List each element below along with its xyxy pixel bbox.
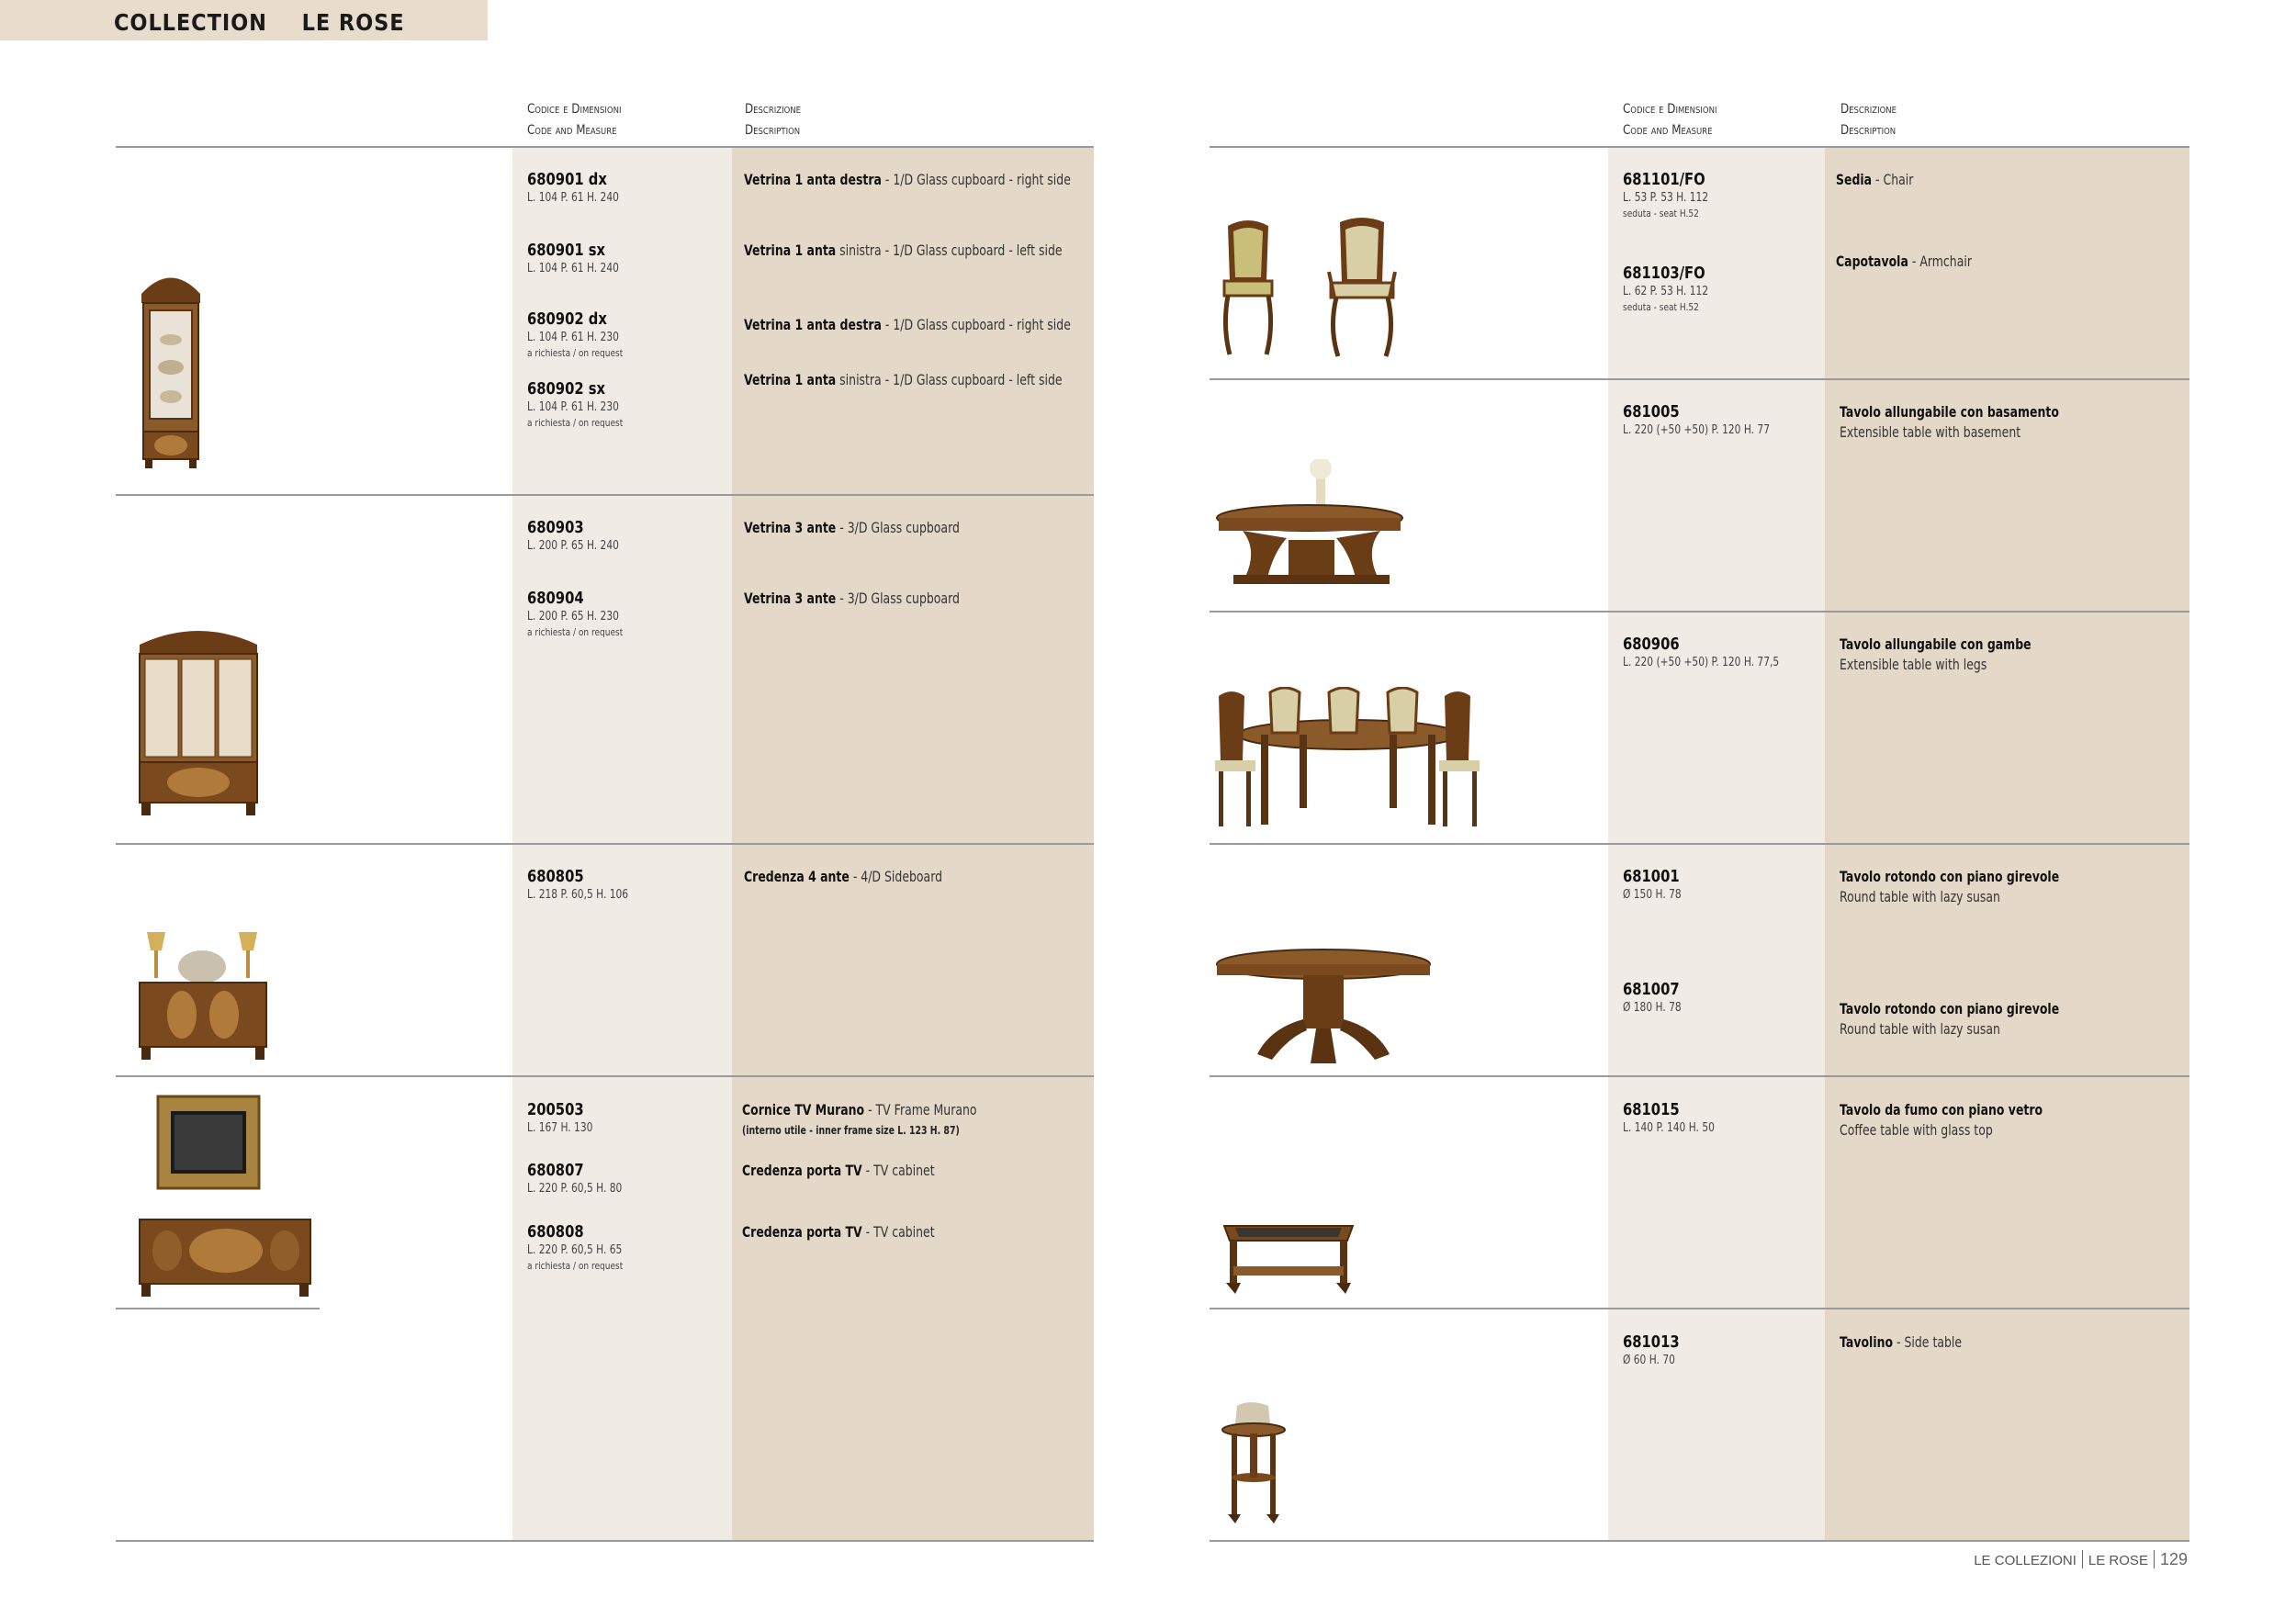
desc-header-it: Descrizione	[1840, 102, 1897, 117]
product-681101fo	[1623, 170, 1708, 221]
product-681001	[1623, 867, 1682, 904]
product-680807	[527, 1161, 622, 1197]
product-description	[1840, 402, 2059, 443]
left-page	[116, 0, 1094, 1552]
footer-divider	[2082, 1550, 2083, 1568]
desc-it: Vetrina 1 anta destra	[744, 171, 882, 188]
row-divider	[1210, 843, 2189, 845]
product-code: 680901 sx	[527, 241, 606, 260]
code-header-en: Code and Measure	[1623, 123, 1713, 138]
desc-en: sinistra - 1/D Glass cupboard - left side	[836, 242, 1063, 259]
row-divider	[1210, 611, 2189, 612]
desc-it: Tavolo rotondo con piano girevole	[1840, 1000, 2060, 1017]
desc-en: - 1/D Glass cupboard - right side	[881, 316, 1071, 333]
product-code: 680807	[527, 1161, 584, 1180]
desc-en: Extensible table with basement	[1840, 423, 2021, 441]
product-680901dx	[527, 170, 619, 207]
desc-it: Sedia	[1836, 171, 1873, 188]
product-measure: L. 200 P. 65 H. 240	[527, 539, 619, 553]
product-measure: Ø 150 H. 78	[1623, 888, 1682, 902]
description-column-header	[745, 99, 801, 141]
product-description	[1840, 999, 2059, 1039]
product-code: 200503	[527, 1100, 584, 1119]
product-note: seduta - seat H.52	[1623, 301, 1699, 313]
code-header-it: Codice e Dimensioni	[1623, 102, 1717, 117]
product-680808	[527, 1222, 623, 1274]
desc-it: Cornice TV Murano	[742, 1101, 865, 1118]
product-image-glass-cupboard-3d	[134, 624, 263, 822]
product-measure: L. 220 P. 60,5 H. 80	[527, 1182, 623, 1196]
product-681013	[1623, 1332, 1680, 1369]
desc-en: - 3/D Glass cupboard	[836, 590, 960, 607]
page-footer	[1974, 1550, 2188, 1569]
desc-en: Coffee table with glass top	[1840, 1121, 1993, 1139]
product-image-tv-frame-cabinet	[134, 1093, 318, 1309]
product-680805	[527, 867, 628, 904]
right-page	[1210, 0, 2189, 1552]
product-image-round-table	[1215, 946, 1435, 1072]
product-note: a richiesta / on request	[527, 626, 624, 638]
desc-it: Vetrina 1 anta destra	[744, 316, 882, 333]
product-description	[744, 315, 1071, 335]
product-measure: L. 104 P. 61 H. 240	[527, 191, 619, 205]
product-description	[744, 170, 1071, 190]
code-header-it: Codice e Dimensioni	[527, 102, 622, 117]
desc-en: - Armchair	[1908, 253, 1972, 270]
footer-collections: LE COLLEZIONI	[1974, 1553, 2077, 1568]
product-measure: L. 62 P. 53 H. 112	[1623, 285, 1709, 298]
product-description	[742, 1222, 935, 1242]
product-description	[744, 518, 960, 538]
product-680903	[527, 518, 619, 555]
product-681103fo	[1623, 264, 1708, 315]
page-number: 129	[2159, 1550, 2188, 1568]
code-column-header	[1623, 99, 1716, 141]
product-note: a richiesta / on request	[527, 417, 624, 429]
desc-it: Tavolo allungabile con basamento	[1840, 403, 2059, 421]
product-note: a richiesta / on request	[527, 347, 624, 359]
product-description	[1840, 1100, 2043, 1141]
product-measure: L. 104 P. 61 H. 240	[527, 262, 619, 275]
product-image-side-table	[1219, 1400, 1292, 1529]
desc-en: - 3/D Glass cupboard	[836, 519, 960, 536]
desc-it: Credenza porta TV	[742, 1162, 862, 1179]
product-measure: L. 167 H. 130	[527, 1121, 593, 1135]
product-measure: L. 140 P. 140 H. 50	[1623, 1121, 1715, 1135]
desc-it: Vetrina 3 ante	[744, 519, 837, 536]
product-680906	[1623, 635, 1779, 671]
desc-en: sinistra - 1/D Glass cupboard - left side	[836, 371, 1063, 388]
product-code: 681007	[1623, 980, 1680, 999]
product-image-glass-cupboard-1d	[134, 266, 208, 473]
product-code: 680902 dx	[527, 309, 607, 329]
product-description	[742, 1100, 977, 1141]
desc-it: Credenza porta TV	[742, 1223, 862, 1241]
product-measure: Ø 180 H. 78	[1623, 1001, 1682, 1015]
product-code: 681005	[1623, 402, 1680, 421]
product-description	[744, 370, 1063, 390]
product-code: 681001	[1623, 867, 1680, 886]
desc-en: - Side table	[1893, 1333, 1963, 1351]
product-image-sideboard	[134, 914, 272, 1070]
product-code: 680904	[527, 589, 584, 608]
desc-en: Extensible table with legs	[1840, 656, 1987, 673]
product-measure: L. 218 P. 60,5 H. 106	[527, 888, 629, 902]
desc-en: - 4/D Sideboard	[849, 868, 943, 885]
product-image-table-with-chairs	[1215, 687, 1481, 838]
desc-en: - 1/D Glass cupboard - right side	[881, 171, 1071, 188]
desc-header-en: Description	[745, 123, 801, 138]
product-description	[1840, 867, 2059, 907]
desc-en: Round table with lazy susan	[1840, 1020, 2000, 1038]
product-note: a richiesta / on request	[527, 1260, 624, 1272]
desc-it: Tavolino	[1840, 1333, 1894, 1351]
product-description	[1840, 635, 2032, 675]
row-divider	[1210, 1075, 2189, 1077]
row-divider	[1210, 146, 2189, 148]
product-680904	[527, 589, 623, 640]
desc-header-it: Descrizione	[745, 102, 802, 117]
desc-it: Tavolo allungabile con gambe	[1840, 635, 2032, 653]
product-200503	[527, 1100, 592, 1137]
product-code: 681101/FO	[1623, 170, 1705, 189]
row-divider	[1210, 1308, 2189, 1309]
product-code: 680805	[527, 867, 584, 886]
product-code: 681013	[1623, 1332, 1680, 1352]
collection-label: COLLECTION	[114, 9, 267, 36]
footer-collection-name: LE ROSE	[2088, 1553, 2148, 1568]
desc-sub: (interno utile - inner frame size L. 123 H. 87)	[742, 1124, 960, 1137]
desc-en: - TV cabinet	[861, 1223, 935, 1241]
description-column-header	[1840, 99, 1896, 141]
product-image-coffee-table	[1215, 1217, 1362, 1299]
desc-it: Tavolo rotondo con piano girevole	[1840, 868, 2060, 885]
row-divider	[116, 494, 1094, 496]
product-description	[742, 1161, 935, 1181]
row-divider	[116, 1540, 1094, 1542]
product-description	[1840, 1332, 1962, 1353]
product-681005	[1623, 402, 1770, 439]
product-681015	[1623, 1100, 1715, 1137]
product-code: 680903	[527, 518, 584, 537]
product-measure: L. 104 P. 61 H. 230	[527, 400, 619, 414]
desc-en: Round table with lazy susan	[1840, 888, 2000, 905]
product-description	[1836, 170, 1913, 190]
product-code: 680808	[527, 1222, 584, 1242]
desc-it: Vetrina 3 ante	[744, 590, 837, 607]
product-description	[744, 241, 1063, 261]
product-680901sx	[527, 241, 619, 277]
product-measure: L. 220 (+50 +50) P. 120 H. 77	[1623, 423, 1770, 437]
product-code: 680901 dx	[527, 170, 607, 189]
product-measure: Ø 60 H. 70	[1623, 1354, 1675, 1367]
product-image-chairs	[1215, 217, 1417, 364]
desc-en: - Chair	[1872, 171, 1914, 188]
product-measure: L. 220 P. 60,5 H. 65	[527, 1243, 623, 1257]
product-measure: L. 104 P. 61 H. 230	[527, 331, 619, 344]
desc-it: Capotavola	[1836, 253, 1908, 270]
product-code: 681015	[1623, 1100, 1680, 1119]
product-680902dx	[527, 309, 623, 361]
product-description	[1836, 252, 1972, 272]
product-description	[744, 589, 960, 609]
product-note: seduta - seat H.52	[1623, 208, 1699, 219]
code-column-header	[527, 99, 621, 141]
product-measure: L. 53 P. 53 H. 112	[1623, 191, 1709, 205]
desc-it: Vetrina 1 anta	[744, 371, 837, 388]
footer-divider	[2154, 1550, 2155, 1568]
product-680902sx	[527, 379, 623, 431]
row-divider	[116, 843, 1094, 845]
desc-it: Vetrina 1 anta	[744, 242, 837, 259]
product-code: 681103/FO	[1623, 264, 1705, 283]
desc-header-en: Description	[1840, 123, 1896, 138]
product-measure: L. 220 (+50 +50) P. 120 H. 77,5	[1623, 656, 1780, 669]
desc-it: Credenza 4 ante	[744, 868, 850, 885]
product-681007	[1623, 980, 1682, 1017]
desc-en: - TV cabinet	[861, 1162, 935, 1179]
row-divider	[116, 1075, 1094, 1077]
code-header-en: Code and Measure	[527, 123, 617, 138]
desc-it: Tavolo da fumo con piano vetro	[1840, 1101, 2043, 1118]
product-measure: L. 200 P. 65 H. 230	[527, 610, 619, 624]
row-divider	[1210, 378, 2189, 380]
row-divider	[116, 146, 1094, 148]
product-code: 680902 sx	[527, 379, 606, 399]
row-divider	[1210, 1540, 2189, 1542]
product-description	[744, 867, 942, 887]
product-code: 680906	[1623, 635, 1680, 654]
product-image-extensible-table-base	[1215, 459, 1408, 606]
collection-name: LE ROSE	[301, 9, 405, 36]
desc-en: - TV Frame Murano	[864, 1101, 977, 1118]
